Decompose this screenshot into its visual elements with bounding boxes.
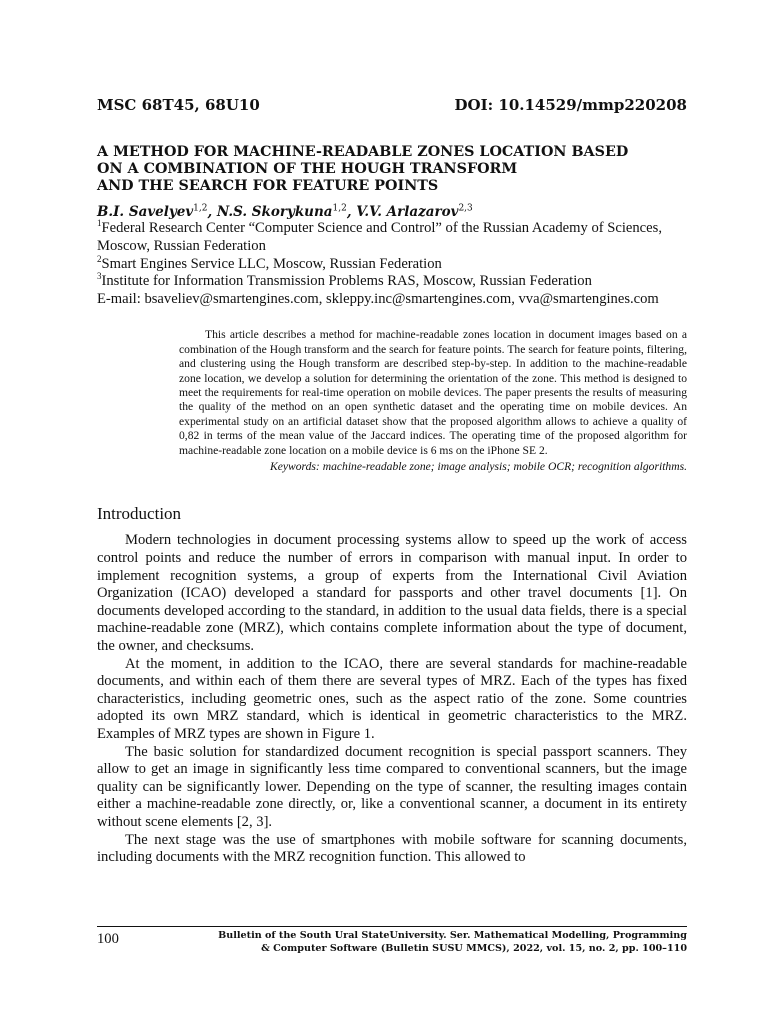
affiliations: [97, 220, 687, 308]
paper-title: [97, 144, 687, 194]
footer-divider: [97, 926, 687, 927]
author-affiliation: 1,2: [332, 203, 347, 214]
affiliation: $^3$Institute for Information Transmission Problems RAS, Moscow, Russian Federation: [97, 271, 592, 290]
msc-code: MSC 68T45, 68U10: [97, 96, 260, 114]
section-body: [97, 532, 687, 866]
paragraph: At the moment, in addition to the ICAO, there are several standards for machine-readable documents, and within each of them there are several types of MRZ. Each of the types has fixed characteristics, including geometric ones, such as the aspect ratio of the zone. Some countries adopted its own MRZ standard, which is identical in geometric characteristics to the MRZ. Examples of MRZ types are shown in Figure 1.: [97, 655, 687, 742]
paragraph: The next stage was the use of smartphones with mobile software for scanning documents, including documents with the MRZ recognition function. This allowed to: [97, 831, 687, 866]
title-line: A METHOD FOR MACHINE-READABLE ZONES LOCATION BASED: [97, 144, 629, 160]
author-name: V.V. Arlazarov: [356, 204, 459, 221]
keywords: Keywords: machine-readable zone; image analysis; mobile OCR; recognition algorithms.: [269, 460, 687, 474]
paragraph: The basic solution for standardized document recognition is special passport scanners. They allow to get an image in significantly less time compared to conventional scanners, but the image quality can be significantly lower. Depending on the type of scanner, the resulting images contain either a machine-readable zone directly, or, like a conventional scanner, a document in its entirety without scene elements [2, 3].: [97, 743, 687, 830]
author-name: N.S. Skorykuna: [216, 204, 333, 221]
title-line: ON A COMBINATION OF THE HOUGH TRANSFORM: [97, 160, 518, 177]
author-name: B.I. Savelyev: [97, 204, 194, 221]
title-line: AND THE SEARCH FOR FEATURE POINTS: [97, 177, 439, 194]
email-addresses: bsaveliev@smartengines.com, skleppy.inc@smartengines.com, vva@smartengines.com: [144, 290, 659, 307]
paragraph: Modern technologies in document processing systems allow to speed up the work of access control points and reduce the number of errors in comparison with manual input. In order to implement recognition systems, a group of experts from the International Civil Aviation Organization (ICAO) developed a standard for passports and other travel documents [1]. On documents developed according to the standard, in addition to the usual data fields, there is a special machine-readable zone (MRZ), which contains complete information about the type of document, the owner, and checksums.: [97, 532, 687, 654]
journal-citation: Bulletin of the South Ural StateUniversity. Ser. Mathematical Modelling, Programming & Computer Software (Bulletin SUSU MMCS), 2022, vol. 15, no. 2, pp. 100–110: [218, 930, 687, 954]
header-line: [97, 96, 687, 114]
section-heading: Introduction: [97, 504, 182, 524]
author-list: B.I. Savelyev$^{1,2}$, N.S. Skorykuna$^{1,2}$, V.V. Arlazarov$^{2,3}$: [97, 203, 473, 221]
paper-page: [97, 96, 687, 867]
page-footer: [97, 930, 687, 955]
email-line: E-mail: bsaveliev@smartengines.com, skleppy.inc@smartengines.com, vva@smartengines.com: [97, 290, 659, 307]
author-affiliation: 2,3: [458, 203, 473, 214]
affiliation: $^2$Smart Engines Service LLC, Moscow, Russian Federation: [97, 253, 442, 272]
affiliation: $^1$Federal Research Center “Computer Science and Control” of the Russian Academy of Sciences, Moscow, Russian Federation: [97, 218, 662, 254]
abstract: [179, 328, 687, 474]
abstract-text: This article describes a method for machine-readable zones location in document images based on a combination of the Hough transform and the search for feature points. The search for feature points, filtering, and clustering using the Hough transform are described step-by-step. In addition to the machine-readable zone location, we develop a solution for determining the orientation of the zone. This method is designed to meet the requirements for real-time operation on mobile devices. The paper presents the results of measuring the quality of the method on an open synthetic dataset and the operating time on mobile devices. An experimental study on an artificial dataset show that the proposed algorithm allows to achieve a quality of 0,82 in terms of the mean value of the Jaccard indices. The operating time of the proposed algorithm for machine-readable zone location on a mobile device is 6 ms on the iPhone SE 2.: [179, 328, 687, 457]
page-number: 100: [97, 931, 119, 947]
doi: DOI: 10.14529/mmp220208: [454, 96, 687, 114]
author-affiliation: 1,2: [193, 203, 208, 214]
